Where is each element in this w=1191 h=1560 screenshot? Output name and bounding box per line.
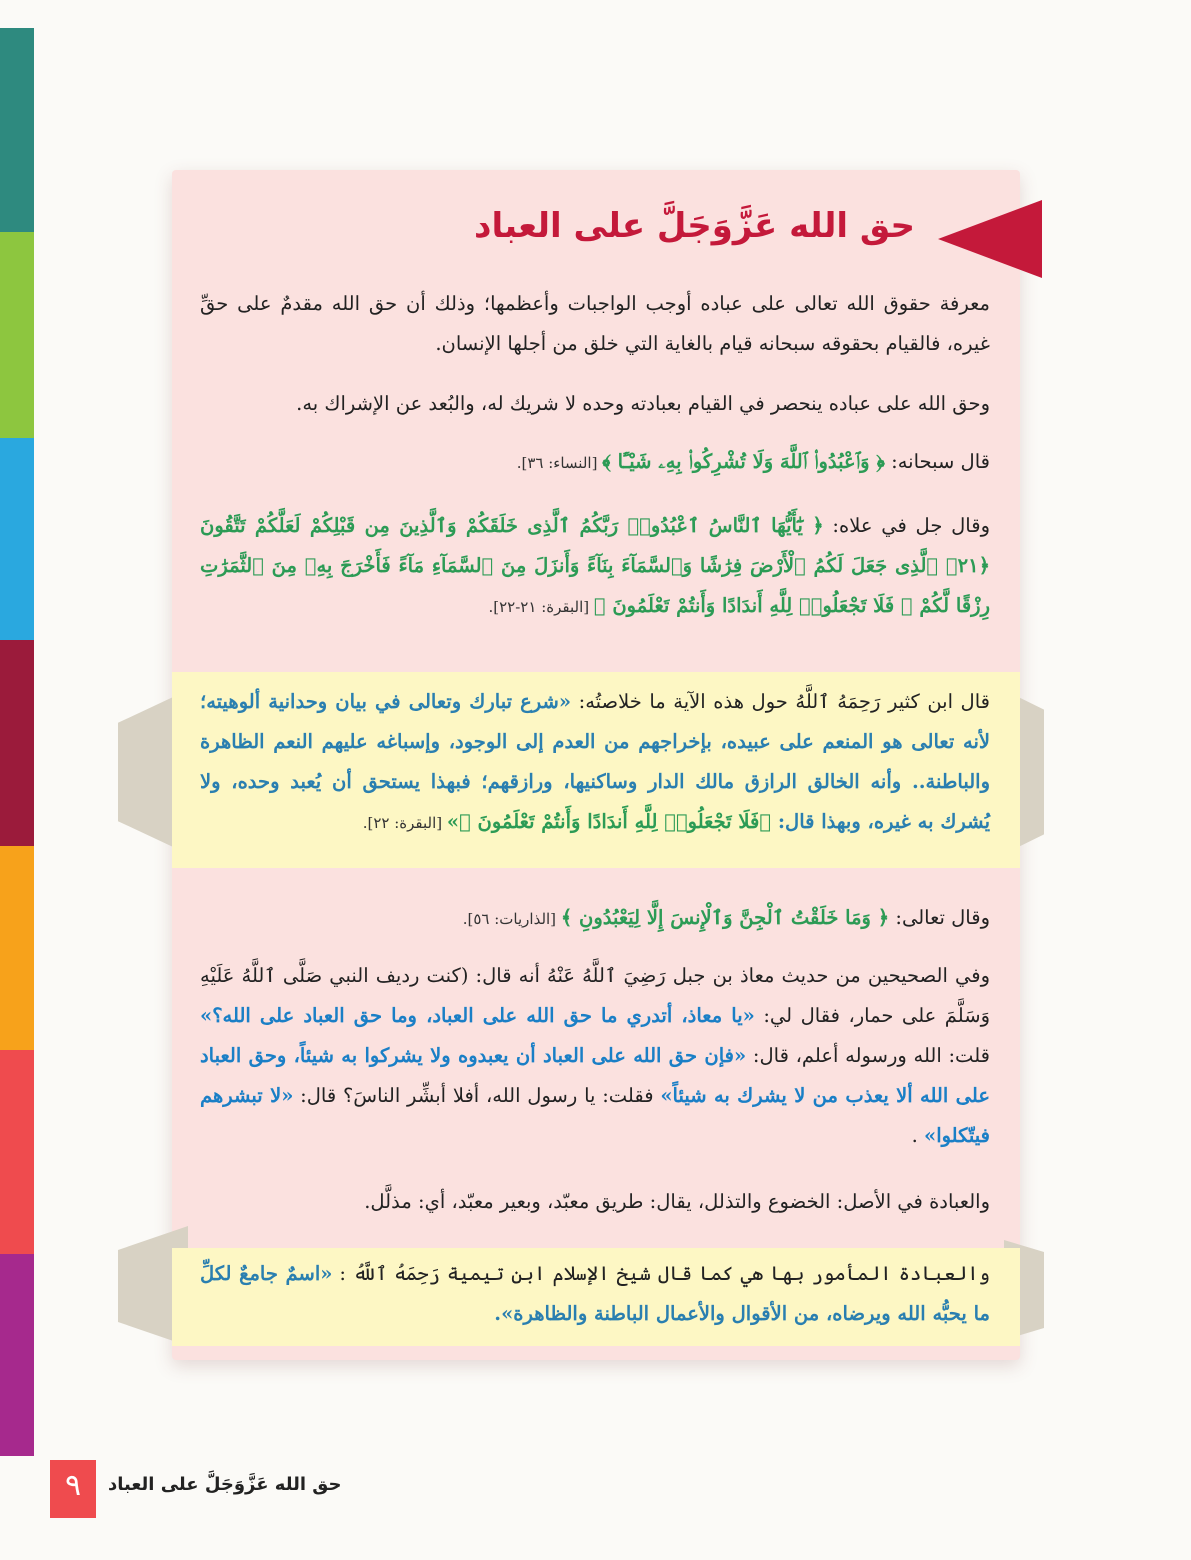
- paragraph-ibn-taymiyyah-quote: [200, 1254, 990, 1334]
- page-number: ٩: [50, 1460, 96, 1518]
- side-stripe-blue: [0, 438, 34, 640]
- side-stripe-red: [0, 1050, 34, 1254]
- verse-reference: [النساء: ٣٦].: [516, 454, 603, 472]
- quran-verse: ﴿فَلَا تَجْعَلُوا۟ لِلَّهِ أَندَادًا وَأَنتُمْ تَعْلَمُونَ ﴾»: [446, 810, 772, 833]
- paragraph-worship-definition: وحق الله على عباده ينحصر في القيام بعبادته وحده لا شريك له، والبُعد عن الإشراك به.: [296, 392, 990, 415]
- hadith-quote: «يا معاذ، أتدري ما حق الله على العباد، وما حق العباد على الله؟»: [200, 1004, 755, 1027]
- side-stripe-teal: [0, 28, 34, 232]
- side-stripe-orange: [0, 846, 34, 1050]
- quote-intro: قال ابن كثير رَحِمَهُ ٱللَّهُ حول هذه الآية ما خلاصتُه:: [571, 690, 990, 713]
- hadith-text: فقلت: يا رسول الله، أفلا أبشِّر الناسَ؟ قال:: [293, 1084, 661, 1107]
- hadith-text: وفي الصحيحين من حديث معاذ بن جبل رَضِيَ ٱللَّهُ عَنْهُ أنه قال: (كنت رديف النبي صَلَّى ٱللَّهُ عَلَيْهِ وَسَلَّمَ على حمار، فقال لي:: [200, 964, 990, 1027]
- verse-reference: [البقرة: ٢٢].: [362, 814, 447, 832]
- verse-intro: وقال تعالى:: [889, 906, 990, 929]
- side-stripe-maroon: [0, 640, 34, 846]
- paragraph-verse-nisa: [200, 442, 990, 483]
- verse-intro: وقال جل في علاه:: [823, 514, 990, 537]
- running-title: حق الله عَزَّوَجَلَّ على العباد: [108, 1474, 342, 1495]
- quran-verse: ﴿ يَٰٓأَيُّهَا ٱلنَّاسُ ٱعْبُدُوا۟ رَبَّكُمُ ٱلَّذِى خَلَقَكُمْ وَٱلَّذِينَ مِن قَبْلِكُمْ لَعَلَّكُمْ تَتَّقُونَ ﴿٢١﴾ ٱلَّذِى جَعَلَ لَكُمُ ٱلْأَرْضَ فِرَٰشًا وَٱلسَّمَآءَ بِنَآءً وَأَنزَلَ مِنَ ٱلسَّمَآءِ مَآءً فَأَخْرَجَ بِهِۦ مِنَ ٱلثَّمَرَٰتِ رِزْقًا لَّكُمْ ۖ فَلَا تَجْعَلُوا۟ لِلَّهِ أَندَادًا وَأَنتُمْ تَعْلَمُونَ ﴾: [200, 514, 990, 617]
- paragraph-verse-baqarah: [200, 506, 990, 627]
- intro-paragraph: معرفة حقوق الله تعالى على عباده أوجب الواجبات وأعظمها؛ وذلك أن حق الله مقدمٌ على حقِّ غيره، فالقيام بحقوقه سبحانه قيام بالغاية التي خلق من أجلها الإنسان.: [200, 292, 990, 355]
- quote-text: «اسمٌ جامعٌ لكلِّ ما يحبُّه الله ويرضاه، من الأقوال والأعمال الباطنة والظاهرة».: [200, 1262, 990, 1325]
- hadith-text: قلت: الله ورسوله أعلم، قال:: [746, 1044, 990, 1067]
- side-stripe-green: [0, 232, 34, 438]
- page-title: حق الله عَزَّوَجَلَّ على العباد: [474, 206, 915, 246]
- hadith-quote: «لا تبشرهم فيتّكلوا»: [200, 1084, 990, 1147]
- side-stripe-purple: [0, 1254, 34, 1456]
- paragraph-worship-origin: والعبادة في الأصل: الخضوع والتذلل، يقال: طريق معبّد، وبعير معبّد، أي: مذلَّل.: [364, 1190, 990, 1213]
- quote-text: «شرع تبارك وتعالى في بيان وحدانية ألوهيته؛ لأنه تعالى هو المنعم على عبيده، بإخراجهم من العدم إلى الوجود، وإسباغه عليهم النعم الظاهرة والباطنة.. وأنه الخالق الرازق مالك الدار وساكنيها، ورازقهم؛ فبهذا يستحق أن يُعبد وحده، ولا يُشرك به غيره، وبهذا قال:: [200, 690, 990, 833]
- verse-reference: [الذاريات: ٥٦].: [462, 910, 561, 928]
- paragraph-ibn-kathir-quote: [200, 682, 990, 843]
- verse-reference: [البقرة: ٢١-٢٢].: [488, 598, 594, 616]
- quote-intro: والعبادة المأمور بها هي كما قال شيخ الإسلام ابن تيمية رَحِمَهُ ٱللَّهُ :: [332, 1262, 990, 1285]
- hadith-quote: «فإن حق الله على العباد أن يعبدوه ولا يشركوا به شيئاً، وحق العباد على الله ألا يعذب من لا يشرك به شيئاً»: [200, 1044, 990, 1107]
- verse-intro: قال سبحانه:: [884, 450, 990, 473]
- hadith-text: .: [911, 1124, 924, 1147]
- quran-verse: ﴿ وَٱعْبُدُوا۟ ٱللَّهَ وَلَا تُشْرِكُوا۟ بِهِۦ شَيْـًٔا ﴾: [602, 450, 885, 473]
- paragraph-verse-dhariyat: [200, 898, 990, 939]
- paragraph-hadith-muadh: [200, 956, 990, 1156]
- quran-verse: ﴿ وَمَا خَلَقْتُ ٱلْجِنَّ وَٱلْإِنسَ إِلَّا لِيَعْبُدُونِ ﴾: [560, 906, 890, 929]
